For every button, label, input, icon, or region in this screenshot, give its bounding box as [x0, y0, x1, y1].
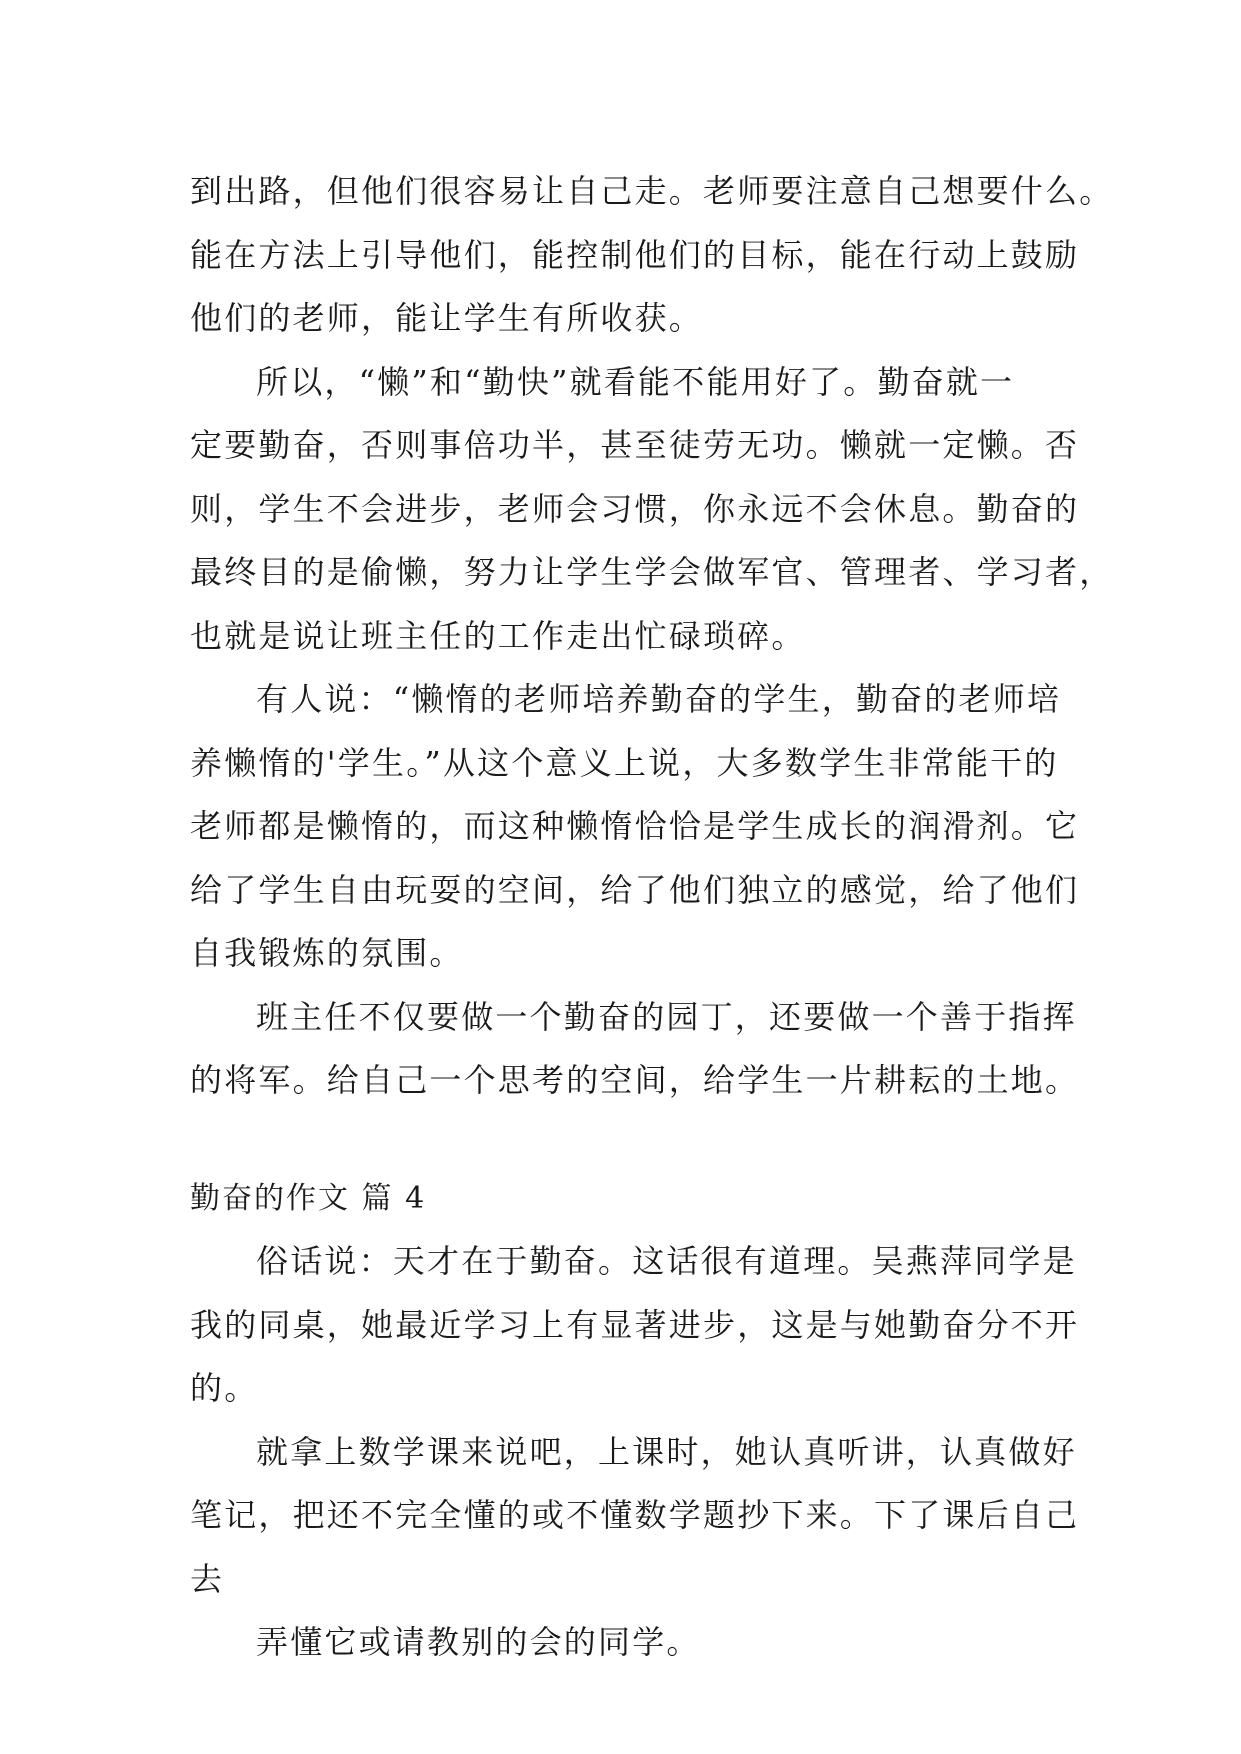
text-line: 的。 — [190, 1369, 259, 1407]
text-line: 养懒惰的'学生。”从这个意义上说，大多数学生非常能干的 — [190, 743, 1059, 782]
text-line: 定要勤奋，否则事倍功半，甚至徒劳无功。懒就一定懒。否 — [190, 426, 1080, 464]
text-line: 到出路，但他们很容易让自己走。老师要注意自己想要什么。 — [190, 172, 1114, 210]
text-line: 的将军。给自己一个思考的空间，给学生一片耕耘的土地。 — [190, 1061, 1080, 1099]
paragraph — [190, 160, 1114, 351]
text-line: 他们的老师，能让学生有所收获。 — [190, 299, 704, 337]
paragraph — [190, 1230, 1080, 1421]
text-line: 弄懂它或请教别的会的同学。 — [256, 1623, 701, 1661]
text-line: 给了学生自由玩耍的空间，给了他们独立的感觉，给了他们 — [190, 870, 1080, 909]
paragraph — [190, 1421, 1080, 1612]
text-line: 老师都是懒惰的，而这种懒惰恰恰是学生成长的润滑剂。它 — [190, 807, 1080, 845]
text-line: 则，学生不会进步，老师会习惯，你永远不会休息。勤奋的 — [190, 489, 1080, 528]
paragraph — [190, 986, 1080, 1113]
text-line: 去 — [190, 1559, 225, 1598]
section-heading: 勤奋的作文 篇 4 — [190, 1180, 427, 1216]
text-line: 有人说：“懒惰的老师培养勤奋的学生，勤奋的老师培 — [256, 680, 1062, 718]
text-line: 所以，“懒”和“勤快”就看能不能用好了。勤奋就一 — [256, 362, 1015, 401]
text-line: 能在方法上引导他们，能控制他们的目标，能在行动上鼓励 — [190, 235, 1080, 274]
paragraph — [190, 1611, 1060, 1675]
paragraph — [190, 668, 1080, 986]
document-page — [190, 160, 1114, 1675]
text-line: 就拿上数学课来说吧，上课时，她认真听讲，认真做好 — [256, 1432, 1077, 1471]
text-line: 我的同桌，她最近学习上有显著进步，这是与她勤奋分不开 — [190, 1305, 1080, 1344]
paragraph — [190, 351, 1114, 669]
text-line: 班主任不仅要做一个勤奋的园丁，还要做一个善于指挥 — [256, 997, 1077, 1036]
text-line: 最终目的是偷懒，努力让学生学会做军官、管理者、学习者， — [190, 553, 1114, 591]
text-line: 也就是说让班主任的工作走出忙碌琐碎。 — [190, 616, 806, 655]
text-line: 俗话说：天才在于勤奋。这话很有道理。吴燕萍同学是 — [256, 1242, 1077, 1280]
text-line: 笔记，把还不完全懂的或不懂数学题抄下来。下了课后自己 — [190, 1496, 1080, 1534]
text-line: 自我锻炼的氛围。 — [190, 934, 464, 972]
